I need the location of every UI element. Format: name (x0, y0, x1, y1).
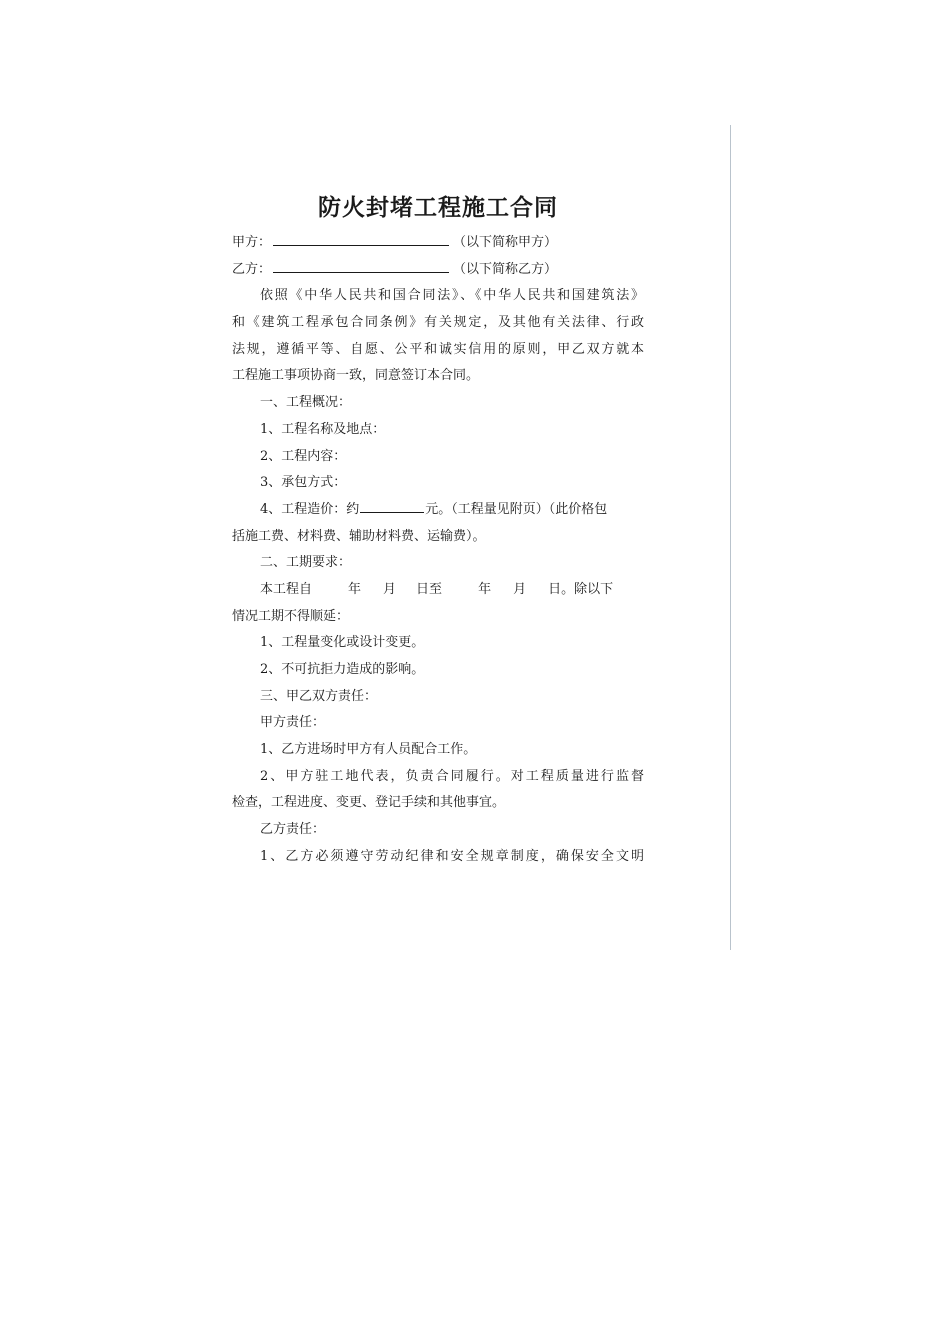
party-a-duty-cont: 检查，工程进度、变更、登记手续和其他事宜。 (232, 795, 506, 811)
period-month: 月 (383, 581, 397, 597)
preamble-line: 法规，遵循平等、自愿、公平和诚实信用的原则，甲乙双方就本 (232, 341, 644, 357)
party-b-duties-heading: 乙方责任： (260, 822, 326, 838)
section1-item: 3、承包方式： (260, 475, 347, 491)
party-a-blank (273, 231, 449, 246)
section1-item-cont: 括施工费、材料费、辅助材料费、运输费）。 (232, 528, 486, 544)
period-year: 年 (348, 581, 362, 597)
party-a-label: 甲方： (232, 235, 272, 250)
party-a-duties-heading: 甲方责任： (260, 715, 326, 731)
party-a-note: （以下简称甲方） (453, 235, 558, 250)
price-blank (360, 498, 424, 513)
section3-heading: 三、甲乙双方责任： (260, 688, 378, 704)
period-day-end: 日。除以下 (548, 581, 614, 597)
preamble-line: 和《建筑工程承包合同条例》有关规定，及其他有关法律、行政 (232, 315, 644, 331)
period-cont: 情况工期不得顺延： (232, 608, 350, 624)
party-b-note: （以下简称乙方） (453, 261, 558, 277)
party-b-duty: 1、乙方必须遵守劳动纪律和安全规章制度，确保安全文明 (260, 848, 644, 864)
period-month: 月 (513, 581, 527, 597)
period-day-to: 日至 (416, 581, 443, 597)
preamble-line: 工程施工事项协商一致，同意签订本合同。 (232, 368, 480, 384)
party-b-blank (273, 258, 449, 273)
party-b-label: 乙方： (232, 261, 272, 277)
period-start: 本工程自 (260, 581, 313, 597)
price-suffix: 元。（工程量见附页）（此价格包 (425, 501, 608, 517)
page-edge-line (730, 125, 731, 950)
price-prefix: 4、工程造价：约 (260, 501, 360, 517)
party-a-duty: 2、甲方驻工地代表，负责合同履行。对工程质量进行监督 (260, 768, 644, 784)
section1-item-price (232, 497, 644, 524)
contract-document (232, 190, 644, 871)
period-year: 年 (478, 581, 492, 597)
party-a-line (232, 230, 644, 257)
document-title: 防火封堵工程施工合同 (318, 194, 558, 221)
period-line (232, 577, 644, 604)
section1-heading: 一、工程概况： (260, 395, 352, 411)
section1-item: 1、工程名称及地点： (260, 421, 386, 437)
section2-item: 2、不可抗拒力造成的影响。 (260, 662, 425, 677)
section2-item: 1、工程量变化或设计变更。 (260, 635, 425, 651)
party-b-line (232, 257, 644, 284)
section2-heading: 二、工期要求： (260, 555, 352, 571)
section1-item: 2、工程内容： (260, 448, 347, 464)
party-a-duty: 1、乙方进场时甲方有人员配合工作。 (260, 742, 477, 758)
preamble-line: 依照《中华人民共和国合同法》、《中华人民共和国建筑法》 (260, 288, 644, 304)
